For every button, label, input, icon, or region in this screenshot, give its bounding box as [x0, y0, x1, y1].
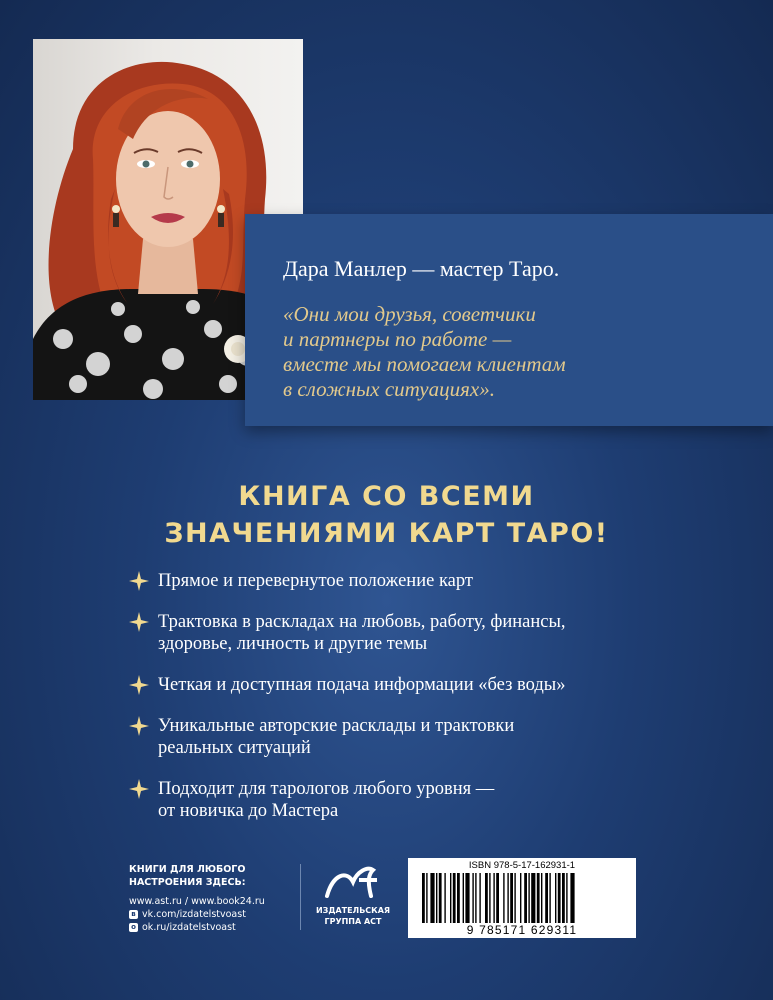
barcode-bar: [528, 873, 529, 923]
feature-text: Трактовка в раскладах на любовь, работу, финансы,: [158, 612, 566, 632]
barcode-bar: [520, 873, 521, 923]
barcode-bar: [430, 873, 434, 923]
star-icon: [128, 611, 150, 633]
quote-line: «Они мои друзья, советчики: [283, 302, 536, 326]
promo-line: НАСТРОЕНИЯ ЗДЕСЬ:: [129, 877, 246, 888]
feature-item: [128, 674, 648, 696]
star-icon: [128, 715, 150, 737]
barcode-bar: [444, 873, 445, 923]
barcode-bar: [524, 873, 527, 923]
barcode-bar: [549, 873, 550, 923]
vk-row[interactable]: [129, 908, 289, 921]
barcode-bar: [541, 873, 542, 923]
barcode-bar: [439, 873, 442, 923]
promo-line: КНИГИ ДЛЯ ЛЮБОГО: [129, 864, 246, 875]
feature-text: здоровье, личность и другие темы: [158, 634, 428, 654]
barcode-bar: [457, 873, 460, 923]
star-icon: [128, 570, 150, 592]
barcode-bar: [496, 873, 499, 923]
website-link[interactable]: www.ast.ru / www.book24.ru: [129, 896, 265, 907]
feature-item: [128, 715, 648, 759]
feature-item: [128, 778, 648, 822]
barcode-bar: [465, 873, 469, 923]
author-bio-card: [245, 214, 773, 426]
footer-divider: [300, 864, 301, 930]
barcode-bar: [436, 873, 437, 923]
publisher-logo: [313, 864, 393, 927]
feature-text: Четкая и доступная подача информации «без воды»: [158, 675, 566, 695]
author-title: Дара Манлер — мастер Таро.: [283, 256, 560, 281]
barcode-bar: [545, 873, 548, 923]
barcode-bar: [453, 873, 456, 923]
barcode-bar: [503, 873, 504, 923]
barcode-digits: 9 785171 629311: [466, 923, 578, 937]
author-quote: [283, 302, 566, 402]
barcode-bar: [531, 873, 535, 923]
headline: [0, 478, 773, 552]
barcode-bar: [537, 873, 540, 923]
barcode-bar: [450, 873, 451, 923]
barcode-bar: [422, 873, 425, 923]
barcode-bar: [570, 873, 574, 923]
ok-icon: о: [129, 923, 138, 932]
publisher-line: ИЗДАТЕЛЬСКАЯ: [315, 906, 391, 915]
barcode-bar: [493, 873, 494, 923]
feature-list: [128, 570, 648, 822]
feature-item: [128, 570, 648, 592]
publisher-name: [313, 905, 393, 927]
headline-line-1: КНИГА СО ВСЕМИ: [238, 481, 535, 512]
barcode-bar: [475, 873, 476, 923]
feature-text: реальных ситуаций: [158, 738, 311, 758]
feature-text: Уникальные авторские расклады и трактовки: [158, 716, 515, 736]
barcode-bar: [566, 873, 567, 923]
feature-text: от новичка до Мастера: [158, 801, 339, 821]
star-icon: [128, 674, 150, 696]
barcode-bar: [489, 873, 490, 923]
barcode-bars: [422, 873, 622, 923]
barcode-bar: [485, 873, 488, 923]
ok-row[interactable]: [129, 921, 289, 934]
vk-icon: в: [129, 910, 138, 919]
isbn-label: ISBN 978-5-17-162931-1: [468, 860, 576, 871]
quote-line: в сложных ситуациях».: [283, 377, 495, 401]
barcode-bar: [510, 873, 513, 923]
headline-line-2: ЗНАЧЕНИЯМИ КАРТ ТАРО!: [164, 518, 609, 549]
ok-link[interactable]: ok.ru/izdatelstvoast: [142, 922, 236, 933]
barcode-bar: [426, 873, 427, 923]
barcode: [408, 858, 636, 938]
barcode-bar: [479, 873, 480, 923]
barcode-bar: [562, 873, 565, 923]
quote-line: и партнеры по работе —: [283, 327, 512, 351]
barcode-bar: [514, 873, 515, 923]
ast-logo: [323, 864, 383, 900]
barcode-bar: [463, 873, 464, 923]
publisher-links: [129, 863, 289, 934]
barcode-bar: [507, 873, 508, 923]
feature-text: Прямое и перевернутое положение карт: [158, 571, 473, 591]
star-icon: [128, 778, 150, 800]
feature-text: Подходит для тарологов любого уровня —: [158, 779, 495, 799]
barcode-bar: [472, 873, 473, 923]
barcode-bar: [555, 873, 556, 923]
quote-line: вместе мы помогаем клиентам: [283, 352, 566, 376]
publisher-line: ГРУППА АСТ: [324, 917, 382, 926]
barcode-bar: [558, 873, 561, 923]
feature-item: [128, 611, 648, 655]
vk-link[interactable]: vk.com/izdatelstvoast: [142, 909, 246, 920]
